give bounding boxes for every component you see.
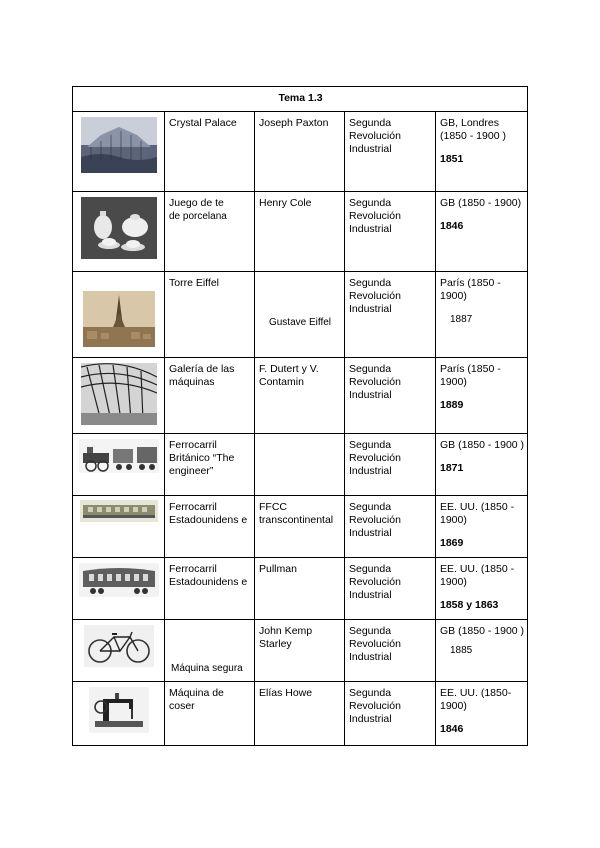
safety-bicycle-image — [84, 625, 154, 667]
author-cell: FFCC transcontinental — [255, 496, 345, 558]
name-line-1: Juego de te — [169, 197, 224, 209]
image-cell — [73, 358, 165, 434]
author-cell — [255, 272, 345, 358]
name-cell: Máquina de coser — [165, 682, 255, 746]
name-line-2: de porcelana — [169, 211, 227, 222]
place-year-cell — [436, 112, 528, 192]
table-row — [73, 358, 528, 434]
place-text: París (1850 - 1900) — [440, 277, 501, 302]
place-year-cell — [436, 434, 528, 496]
author-cell: Joseph Paxton — [255, 112, 345, 192]
year-text: 1885 — [450, 645, 473, 656]
author-cell: Henry Cole — [255, 192, 345, 272]
eiffel-tower-image — [83, 291, 155, 347]
table-title-row — [73, 87, 528, 112]
name-cell: Ferrocarril Estadounidens e — [165, 558, 255, 620]
table-row — [73, 434, 528, 496]
year-text: 1851 — [440, 153, 464, 165]
sewing-machine-image — [89, 687, 149, 733]
table-title: Tema 1.3 — [73, 87, 528, 112]
place-year-cell — [436, 358, 528, 434]
year-text: 1846 — [440, 220, 464, 232]
year-text: 1889 — [440, 399, 464, 411]
name-cell: Ferrocarril Británico “The engineer” — [165, 434, 255, 496]
place-year-cell — [436, 558, 528, 620]
place-text: EE. UU. (1850-1900) — [440, 687, 512, 712]
place-year-cell — [436, 682, 528, 746]
period-cell: Segunda Revolución Industrial — [345, 496, 436, 558]
crystal-palace-image — [81, 117, 157, 173]
image-cell — [73, 558, 165, 620]
period-cell: Segunda Revolución Industrial — [345, 558, 436, 620]
name-cell: Ferrocarril Estadounidens e — [165, 496, 255, 558]
american-railcar-image — [80, 500, 158, 522]
table-row — [73, 620, 528, 682]
author-cell: F. Dutert y V. Contamin — [255, 358, 345, 434]
image-cell — [73, 434, 165, 496]
author-cell — [255, 434, 345, 496]
name-cell — [165, 192, 255, 272]
name-cell — [165, 620, 255, 682]
period-cell: Segunda Revolución Industrial — [345, 358, 436, 434]
year-text: 1887 — [450, 314, 473, 325]
author-cell: Elías Howe — [255, 682, 345, 746]
place-text: GB (1850 - 1900 ) — [440, 439, 525, 451]
name-cell: Torre Eiffel — [165, 272, 255, 358]
name-text: Máquina segura — [171, 663, 243, 674]
pullman-car-image — [79, 563, 159, 597]
gallery-machines-image — [81, 363, 157, 425]
period-cell: Segunda Revolución Industrial — [345, 272, 436, 358]
period-cell: Segunda Revolución Industrial — [345, 682, 436, 746]
year-text: 1869 — [440, 537, 464, 549]
place-text: EE. UU. (1850 - 1900) — [440, 563, 515, 588]
place-text: París (1850 - 1900) — [440, 363, 501, 388]
period-cell: Segunda Revolución Industrial — [345, 112, 436, 192]
table-row — [73, 112, 528, 192]
place-text: GB (1850 - 1900) — [440, 197, 522, 209]
place-year-cell — [436, 496, 528, 558]
name-cell: Galería de las máquinas — [165, 358, 255, 434]
place-text: EE. UU. (1850 - 1900) — [440, 501, 515, 526]
image-cell — [73, 496, 165, 558]
table-row — [73, 496, 528, 558]
name-cell: Crystal Palace — [165, 112, 255, 192]
author-cell: Pullman — [255, 558, 345, 620]
image-cell — [73, 192, 165, 272]
image-cell — [73, 272, 165, 358]
place-text: GB, Londres (1850 - 1900 ) — [440, 117, 506, 142]
image-cell — [73, 682, 165, 746]
period-cell: Segunda Revolución Industrial — [345, 620, 436, 682]
table-row — [73, 192, 528, 272]
topic-table — [72, 86, 528, 746]
author-text: Gustave Eiffel — [268, 317, 332, 328]
british-locomotive-image — [79, 439, 159, 473]
year-text: 1858 y 1863 — [440, 599, 499, 611]
year-text: 1846 — [440, 723, 464, 735]
place-year-cell — [436, 272, 528, 358]
place-text: GB (1850 - 1900 ) — [440, 625, 525, 637]
table-row — [73, 682, 528, 746]
table-row — [73, 558, 528, 620]
period-cell: Segunda Revolución Industrial — [345, 192, 436, 272]
year-text: 1871 — [440, 462, 464, 474]
tea-set-image — [81, 197, 157, 259]
author-cell: John Kemp Starley — [255, 620, 345, 682]
table-row — [73, 272, 528, 358]
image-cell — [73, 112, 165, 192]
period-cell: Segunda Revolución Industrial — [345, 434, 436, 496]
place-year-cell — [436, 620, 528, 682]
place-year-cell — [436, 192, 528, 272]
image-cell — [73, 620, 165, 682]
